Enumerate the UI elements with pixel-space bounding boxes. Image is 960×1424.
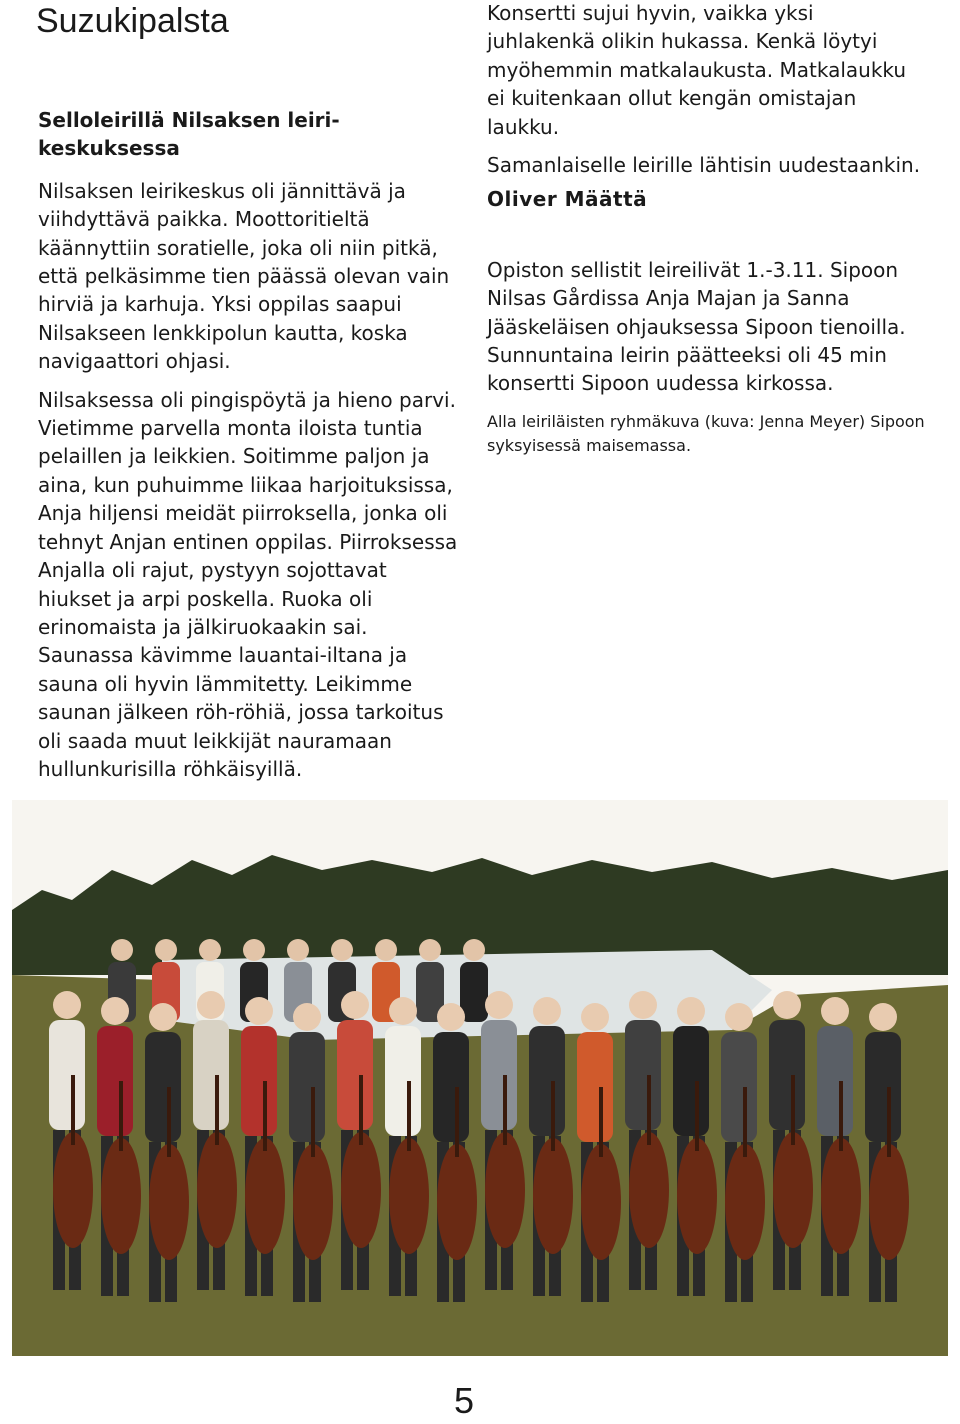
cello — [773, 1132, 813, 1248]
cello-neck — [599, 1087, 603, 1157]
article-author: Oliver Määttä — [487, 187, 648, 212]
person-body — [817, 1026, 853, 1136]
person-head — [677, 997, 705, 1025]
person-head — [331, 939, 353, 961]
person-head — [437, 1003, 465, 1031]
person-head — [243, 939, 265, 961]
cello — [725, 1144, 765, 1260]
person-body — [865, 1032, 901, 1142]
person-head — [581, 1003, 609, 1031]
person-body — [433, 1032, 469, 1142]
person-head — [111, 939, 133, 961]
person-body — [337, 1020, 373, 1130]
cello-neck — [119, 1081, 123, 1151]
page-number: 5 — [454, 1380, 475, 1421]
cello-neck — [455, 1087, 459, 1157]
person-head — [389, 997, 417, 1025]
person-body — [241, 1026, 277, 1136]
cello — [821, 1138, 861, 1254]
person-head — [155, 939, 177, 961]
cello — [341, 1132, 381, 1248]
cello-neck — [695, 1081, 699, 1151]
article-paragraph-2: Nilsaksessa oli pingispöytä ja hieno parvi. Vietimme parvella monta iloista tuntia pelaillen ja leikkien. Soitimme paljon ja aina, kun puhuimme liikaa harjoituksissa, Anja hiljensi meidät piirroksella, jonka oli tehnyt Anjan entinen oppilas. Piirroksessa Anjalla oli rajut, pystyyn sojottavat hiukset ja arpi poskella. Ruoka oli erinomaista ja jälkiruokaakin sai. Saunassa kävimme lauantai-iltana ja sauna oli hyvin lämmitetty. Leikimme saunan jälkeen röh-röhiä, jossa tarkoitus oli saada muut leikkijät nauramaan hullunkurisilla röhkäisyillä. — [38, 387, 458, 781]
article-left-column — [38, 106, 458, 783]
cello — [389, 1138, 429, 1254]
person-head — [629, 991, 657, 1019]
person-head — [773, 991, 801, 1019]
article-paragraph-4: Samanlaiselle leirille lähtisin uudestaankin. — [487, 153, 921, 178]
person-head — [869, 1003, 897, 1031]
person-head — [199, 939, 221, 961]
person-body — [385, 1026, 421, 1136]
person-head — [485, 991, 513, 1019]
person-body — [145, 1032, 181, 1142]
cello-neck — [407, 1081, 411, 1151]
photo-caption: Alla leiriläisten ryhmäkuva (kuva: Jenna Meyer) Sipoon syksyisessä maisemassa. — [487, 411, 925, 455]
cello — [245, 1138, 285, 1254]
cello — [437, 1144, 477, 1260]
person-body — [577, 1032, 613, 1142]
article-paragraph-1: Nilsaksen leirikeskus oli jännittävä ja viihdyttävä paikka. Moottoritieltä käännyttiin soratielle, joka oli niin pitkä, että pelkäsimme tien päässä olevan vain hirviä ja karhuja. Yksi oppilas saapui Nilsakseen lenkkipolun kautta, koska navigaattori ohjasi. — [38, 178, 450, 374]
cello — [629, 1132, 669, 1248]
person-head — [419, 939, 441, 961]
cello-neck — [215, 1075, 219, 1145]
person-body — [97, 1026, 133, 1136]
article-right-column — [487, 0, 927, 458]
article-heading: Selloleirillä Nilsaksen leiri-keskuksessa — [38, 108, 340, 161]
person-head — [725, 1003, 753, 1031]
person-body — [481, 1020, 517, 1130]
cello — [677, 1138, 717, 1254]
person-body — [721, 1032, 757, 1142]
person-head — [375, 939, 397, 961]
person-head — [341, 991, 369, 1019]
cello — [869, 1144, 909, 1260]
cello-neck — [167, 1087, 171, 1157]
cello-neck — [551, 1081, 555, 1151]
person-head — [821, 997, 849, 1025]
person-head — [293, 1003, 321, 1031]
cello — [581, 1144, 621, 1260]
cello — [533, 1138, 573, 1254]
cello-neck — [839, 1081, 843, 1151]
person-head — [463, 939, 485, 961]
person-head — [101, 997, 129, 1025]
cello-neck — [503, 1075, 507, 1145]
cello — [197, 1132, 237, 1248]
cello — [149, 1144, 189, 1260]
person-body — [529, 1026, 565, 1136]
person-body — [49, 1020, 85, 1130]
person-head — [245, 997, 273, 1025]
person-head — [149, 1003, 177, 1031]
cello-neck — [791, 1075, 795, 1145]
cello-neck — [311, 1087, 315, 1157]
person-head — [287, 939, 309, 961]
person-body — [769, 1020, 805, 1130]
person-head — [197, 991, 225, 1019]
cello-neck — [647, 1075, 651, 1145]
person-body — [673, 1026, 709, 1136]
person-body — [289, 1032, 325, 1142]
cello — [53, 1132, 93, 1248]
person-body — [625, 1020, 661, 1130]
group-photo — [12, 800, 948, 1356]
cello-neck — [359, 1075, 363, 1145]
page-title: Suzukipalsta — [36, 2, 229, 40]
person-head — [53, 991, 81, 1019]
cello — [101, 1138, 141, 1254]
cello-neck — [263, 1081, 267, 1151]
cello-neck — [71, 1075, 75, 1145]
person-body — [193, 1020, 229, 1130]
article-paragraph-3: Konsertti sujui hyvin, vaikka yksi juhlakenkä olikin hukassa. Kenkä löytyi myöhemmin matkalaukusta. Matkalaukku ei kuitenkaan ollut kengän omistajan laukku. — [487, 1, 907, 139]
cello-neck — [887, 1087, 891, 1157]
person-head — [533, 997, 561, 1025]
camp-note: Opiston sellistit leireilivät 1.-3.11. Sipoon Nilsas Gårdissa Anja Majan ja Sanna Jääskeläisen ohjauksessa Sipoon tienoilla. Sunnuntaina leirin päätteeksi oli 45 min konsertti Sipoon uudessa kirkossa. — [487, 257, 906, 396]
cello-neck — [743, 1087, 747, 1157]
cello — [485, 1132, 525, 1248]
cello — [293, 1144, 333, 1260]
